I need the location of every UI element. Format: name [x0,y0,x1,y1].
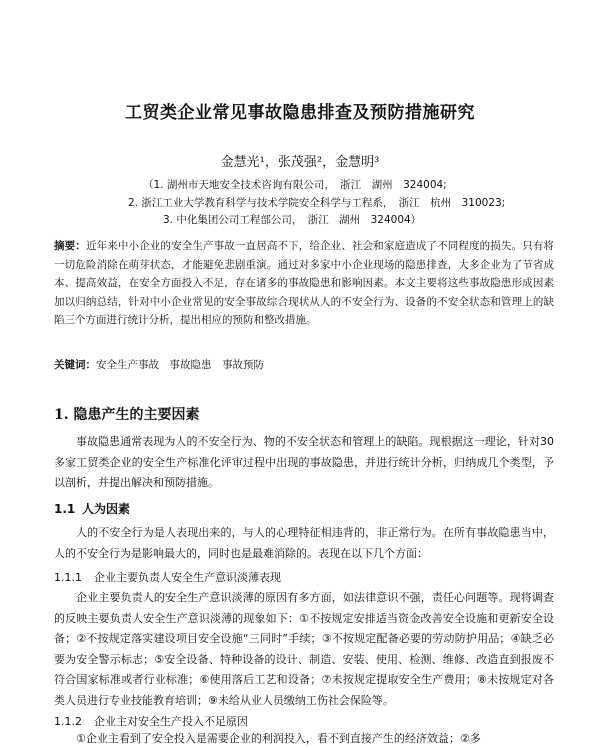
section-1-1-2-number: 1.1.2 [54,715,82,728]
section-1-1-intro [54,523,554,564]
section-1-title: 隐患产生的主要因素 [73,407,200,423]
abstract-label: 摘要： [54,240,86,252]
paper-title: 工贸类企业常见事故隐患排查及预防措施研究 [125,103,475,123]
author-line: 金慧光¹，张茂强²，金慧明³ [220,155,380,170]
section-1-intro [54,432,554,494]
section-1-1-2-body [54,729,554,748]
paragraph: 企业主要负责人的安全生产意识淡薄的原因有多方面，如法律意识不强，责任心问题等。现将调查的反映主要负责人安全生产意识淡薄的现象如下：①不按规定安排适当资金改善安全设施和更新安全设备；②不按规定落实建设项目安全设施“三同时”手续；③不按规定配备必要的劳动防护用品；④缺乏必要为安全警示标志；⑤安全设备、特种设备的设计、制造、安装、使用、检测、维修、改造直到报废不符合国家标准或者行业标准；⑥使用落后工艺和设备；⑦未按规定提取安全生产费用；⑧未按规定对各类人员进行专业技能教育培训；⑨未给从业人员缴纳工伤社会保险等。 [54,591,554,707]
section-1-heading [54,404,200,424]
keywords [54,357,264,372]
keywords-label: 关键词： [54,359,96,371]
paragraph: 事故隐患通常表现为人的不安全行为、物的不安全状态和管理上的缺陷。现根据这一理论，针对30多家工贸类企业的安全生产标准化评审过程中出现的事故隐患，并进行统计分析，归纳成几个类型，予以剖析，并提出解决和预防措施。 [54,435,554,489]
affiliation-1: （1. 湖州市天地安全技术咨询有限公司， 浙江 湖州 324004; [143,179,447,191]
affiliation-3: 3. 中化集团公司工程部公司， 浙江 湖州 324004） [163,214,422,226]
section-1-1-number: 1.1 [54,502,76,516]
section-1-1-1-heading [54,569,281,585]
paragraph: 人的不安全行为是人表现出来的，与人的心理特征相违背的，非正常行为。在所有事故隐患当中，人的不安全行为是影响最大的，同时也是最难消除的。表现在以下几个方面： [54,526,554,560]
section-1-1-heading [54,500,130,517]
section-1-1-2-title: 企业主对安全生产投入不足原因 [94,715,248,728]
keywords-text: 安全生产事故 事故隐患 事故预防 [96,359,264,371]
section-1-1-2-heading [54,713,248,729]
abstract [54,237,554,330]
section-1-1-title: 人为因素 [82,502,131,516]
section-1-1-1-body [54,588,554,711]
paragraph: ①企业主看到了安全投入是需要企业的利润投入，看不到直接产生的经济效益；②多 [76,732,481,745]
abstract-text: 近年来中小企业的安全生产事故一直居高不下，给企业、社会和家庭造成了不同程度的损失。只有将一切危险消除在萌芽状态，才能避免悲剧重演。通过对多家中小企业现场的隐患排查，大多企业为了节省成本、提高效益，在安全方面投入不足，存在诸多的事故隐患和影响因素。本文主要将这些事故隐患形成因素加以归纳总结，针对中小企业常见的安全事故综合现状从人的不安全行为、设备的不安全状态和管理上的缺陷三个方面进行统计分析，提出相应的预防和整改措施。 [54,240,555,326]
section-1-1-1-title: 企业主要负责人安全生产意识淡薄表现 [94,571,281,584]
section-1-1-1-number: 1.1.1 [54,571,82,584]
affiliation-2: 2. 浙江工业大学教育科学与技术学院安全科学与工程系， 浙江 杭州 310023; [128,197,506,209]
section-1-number: 1. [54,407,69,423]
